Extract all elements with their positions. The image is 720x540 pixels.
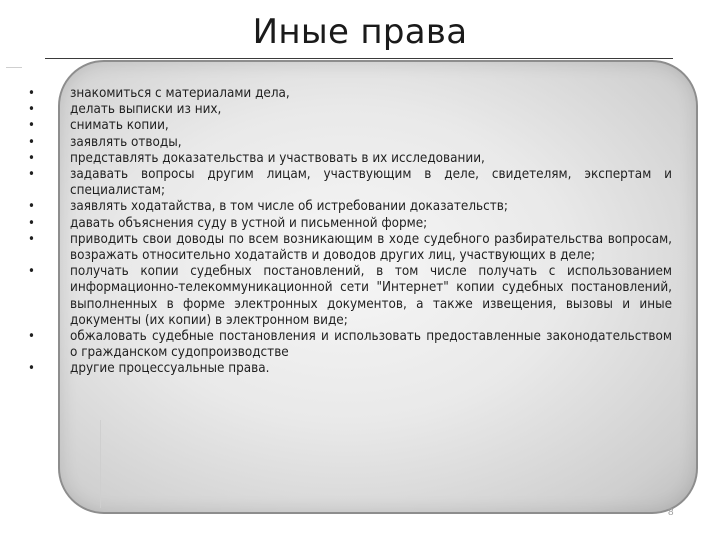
list-item: • давать объяснения суду в устной и письменной форме; [70,216,672,232]
list-item: • представлять доказательства и участвовать в их исследовании, [70,151,672,167]
page-number: 8 [668,507,674,518]
list-item: • знакомиться с материалами дела, [70,86,672,102]
slide-title: Иные права [252,12,468,52]
decorative-line-vertical [100,420,101,508]
list-item: • приводить свои доводы по всем возникающим в ходе судебного разбирательства вопросам, возражать относительно ходатайств и доводов других лиц, участвующих в деле; [70,232,672,264]
title-divider [45,58,673,59]
list-item: • заявлять отводы, [70,135,672,151]
list-item: • обжаловать судебные постановления и использовать предоставленные законодательством о гражданском судопроизводстве [70,329,672,361]
decorative-line-horizontal [6,67,22,68]
list-item: • получать копии судебных постановлений, в том числе получать с использованием информационно-телекоммуникационной сети "Интернет" копии судебных постановлений, выполненных в форме электронных документов, а также извещения, вызовы и иные документы (их копии) в электронном виде; [70,264,672,329]
list-item: • задавать вопросы другим лицам, участвующим в деле, свидетелям, экспертам и специалистам; [70,167,672,199]
list-item: • другие процессуальные права. [70,361,672,377]
list-item: • делать выписки из них, [70,102,672,118]
list-item: • заявлять ходатайства, в том числе об истребовании доказательств; [70,199,672,215]
list-item: • снимать копии, [70,118,672,134]
rights-list [70,86,672,378]
